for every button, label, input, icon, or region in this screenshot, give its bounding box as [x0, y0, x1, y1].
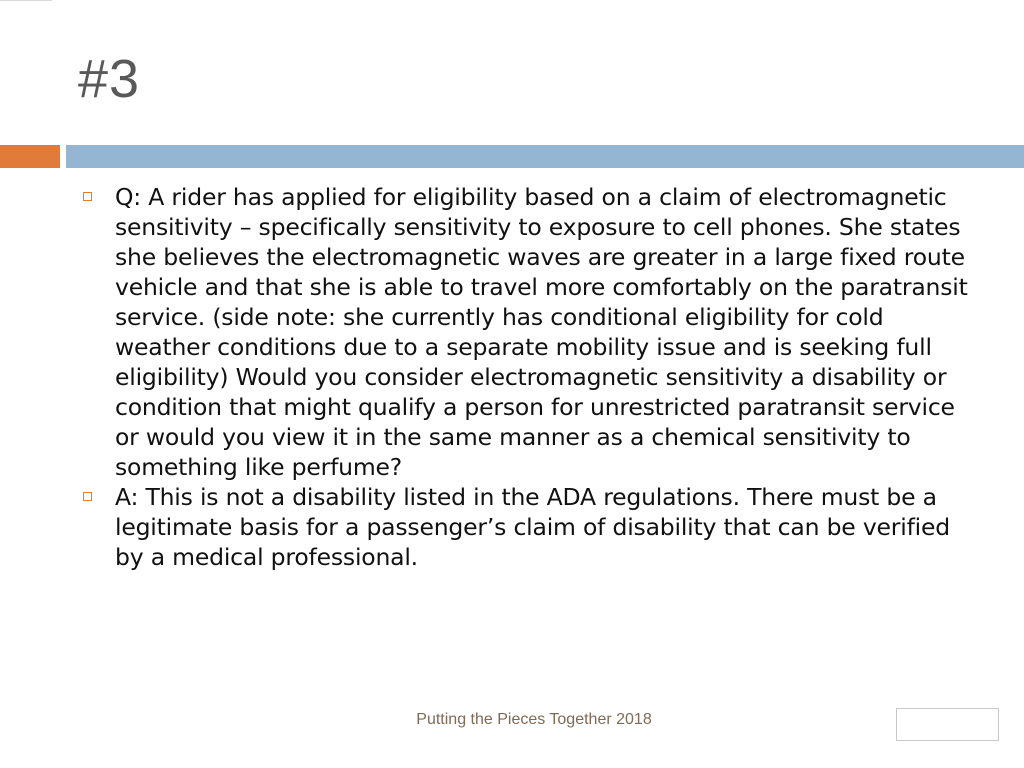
- bullet-answer: [78, 482, 983, 572]
- slide-title: #3: [78, 49, 141, 109]
- accent-bar-blue: [66, 145, 1024, 168]
- square-bullet-icon: [83, 192, 92, 201]
- bullet-question: [78, 182, 983, 482]
- question-text: Q: A rider has applied for eligibility based on a claim of electromagnetic sensitivity – specifically sensitivity to exposure to cell phones. She states she believes the electromagnetic waves are greater in a large fixed route vehicle and that she is able to travel more comfortably on the paratransit service. (side note: she currently has conditional eligibility for cold weather conditions due to a separate mobility issue and is seeking full eligibility) Would you consider electromagnetic sensitivity a disability or condition that might qualify a person for unrestricted paratransit service or would you view it in the same manner as a chemical sensitivity to something like perfume?: [115, 183, 968, 481]
- answer-text: A: This is not a disability listed in the ADA regulations. There must be a legitimate basis for a passenger’s claim of disability that can be verified by a medical professional.: [115, 483, 950, 571]
- accent-bar-orange: [0, 145, 60, 168]
- corner-marks: [0, 0, 52, 5]
- bullet-list: [78, 182, 983, 572]
- footer-text: Putting the Pieces Together 2018: [416, 711, 652, 728]
- square-bullet-icon: [83, 492, 92, 501]
- slide-number-box: [896, 708, 999, 741]
